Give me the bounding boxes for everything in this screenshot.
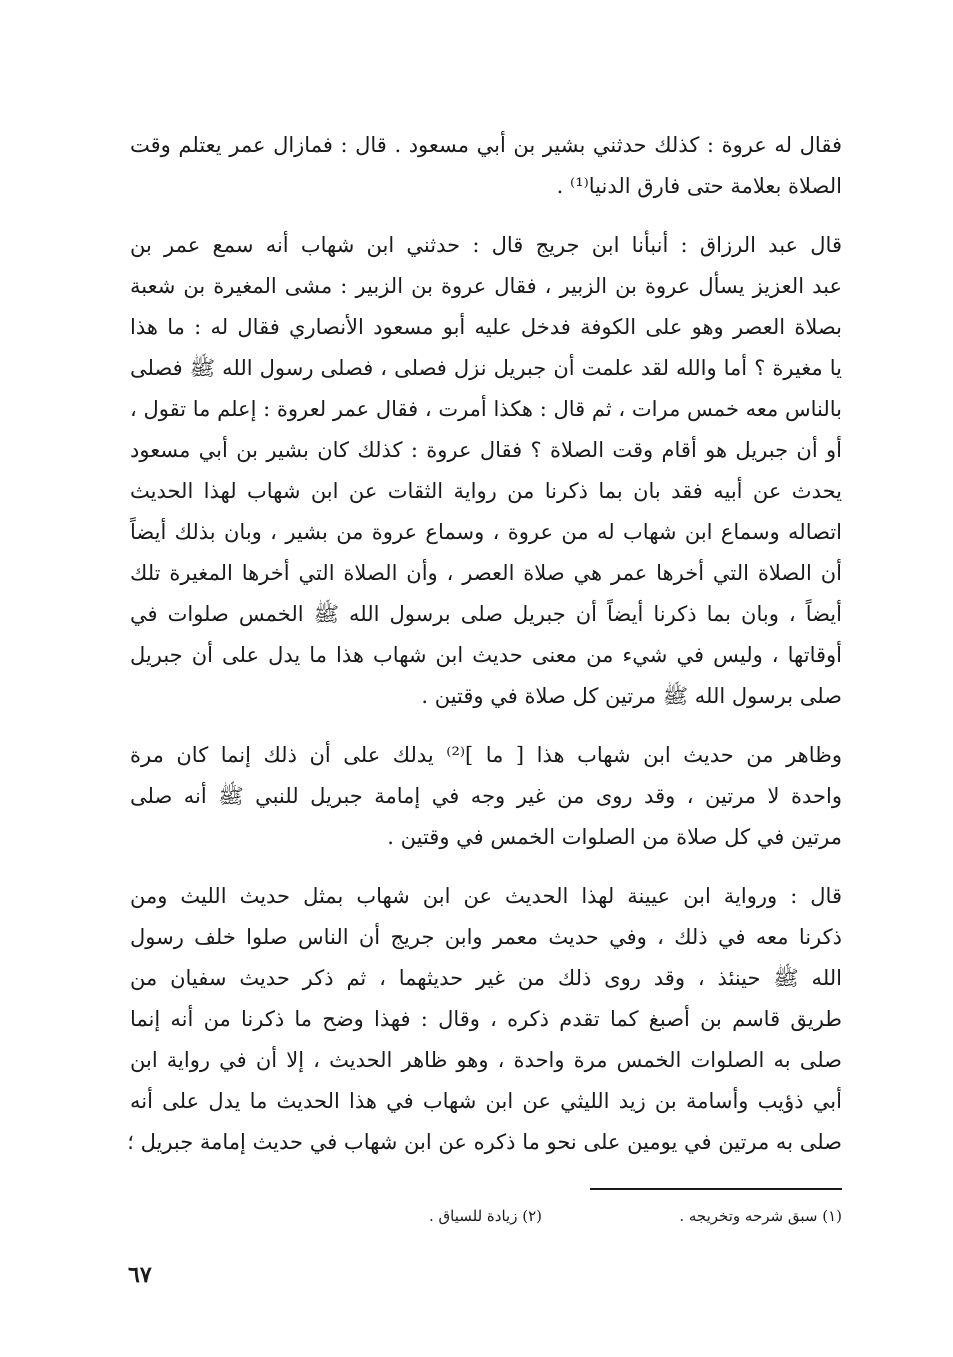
text-line: صلى به الصلوات الخمس مرة واحدة ، وهو ظاهر الحديث ، إلا أن في رواية ابن [130, 1048, 842, 1072]
text-line: ذكرنا معه في ذلك ، وفي حديث معمر وابن جريج أن الناس صلوا خلف رسول [130, 925, 842, 949]
text-line: صلى برسول الله ﷺ مرتين كل صلاة في وقتين . [421, 684, 842, 708]
text-line: الصلاة بعلامة حتى فارق الدنيا⁽¹⁾ . [556, 174, 842, 198]
text-line: أوقاتها ، وليس في شيء من معنى حديث ابن شهاب هذا ما يدل على أن جبريل [130, 643, 842, 667]
text-line: أيضاً ، وبان بما ذكرنا أيضاً أن جبريل صلى برسول الله ﷺ الخمس صلوات في [130, 602, 842, 626]
text-line: واحدة لا مرتين ، وقد روى من غير وجه في إمامة جبريل للنبي ﷺ أنه صلى [130, 784, 842, 808]
text-line: مرتين في كل صلاة من الصلوات الخمس في وقتين . [387, 825, 842, 849]
text-line: وظاهر من حديث ابن شهاب هذا [ ما ]⁽²⁾ يدلك على أن ذلك إنما كان مرة [130, 743, 842, 767]
text-line: قال عبد الرزاق : أنبأنا ابن جريج قال : حدثني ابن شهاب أنه سمع عمر بن [130, 233, 842, 257]
text-line: يحدث عن أبيه فقد بان بما ذكرنا من رواية الثقات عن ابن شهاب لهذا الحديث [130, 479, 842, 503]
text-line: أو أن جبريل هو أقام وقت الصلاة ؟ فقال عروة : كذلك كان بشير بن أبي مسعود [130, 438, 842, 462]
text-line: يا مغيرة ؟ أما والله لقد علمت أن جبريل نزل فصلى ، فصلى رسول الله ﷺ فصلى [130, 356, 842, 380]
main-text [127, 125, 842, 1163]
paragraph [130, 125, 842, 207]
page-number: ٦٧ [128, 1262, 152, 1288]
text-line: صلى به مرتين في يومين على نحو ما ذكره عن ابن شهاب في حديث إمامة جبريل ؛ [127, 1130, 842, 1154]
paragraph [130, 735, 842, 858]
footnote-1: (١) سبق شرحه وتخريجه . [679, 1207, 842, 1225]
text-line: أن الصلاة التي أخرها عمر هي صلاة العصر ، وأن الصلاة التي أخرها المغيرة تلك [130, 561, 842, 585]
footnote-divider [590, 1188, 842, 1190]
text-line: قال : ورواية ابن عيينة لهذا الحديث عن ابن شهاب بمثل حديث الليث ومن [130, 884, 842, 908]
text-line: طريق قاسم بن أصبغ كما تقدم ذكره ، وقال : فهذا وضح ما ذكرنا من أنه إنما [130, 1007, 842, 1031]
text-line: بصلاة العصر وهو على الكوفة فدخل عليه أبو مسعود الأنصاري فقال له : ما هذا [130, 315, 842, 339]
text-line: فقال له عروة : كذلك حدثني بشير بن أبي مسعود . قال : فمازال عمر يعتلم وقت [130, 133, 842, 157]
text-line: عبد العزيز يسأل عروة بن الزبير ، فقال عروة بن الزبير : مشى المغيرة بن شعبة [130, 274, 842, 298]
text-line: اتصاله وسماع ابن شهاب له من عروة ، وسماع عروة من بشير ، وبان بذلك أيضاً [130, 520, 842, 544]
text-line: أبي ذؤيب وأسامة بن زيد الليثي عن ابن شهاب في هذا الحديث ما يدل على أنه [130, 1089, 842, 1113]
paragraph [127, 876, 842, 1163]
text-line: بالناس معه خمس مرات ، ثم قال : هكذا أمرت ، فقال عمر لعروة : إعلم ما تقول ، [130, 397, 842, 421]
text-line: الله ﷺ حينئذ ، وقد روى ذلك من غير حديثهما ، ثم ذكر حديث سفيان من [130, 966, 842, 990]
footnote-2: (٢) زيادة للسياق . [428, 1207, 542, 1225]
paragraph [130, 225, 842, 717]
